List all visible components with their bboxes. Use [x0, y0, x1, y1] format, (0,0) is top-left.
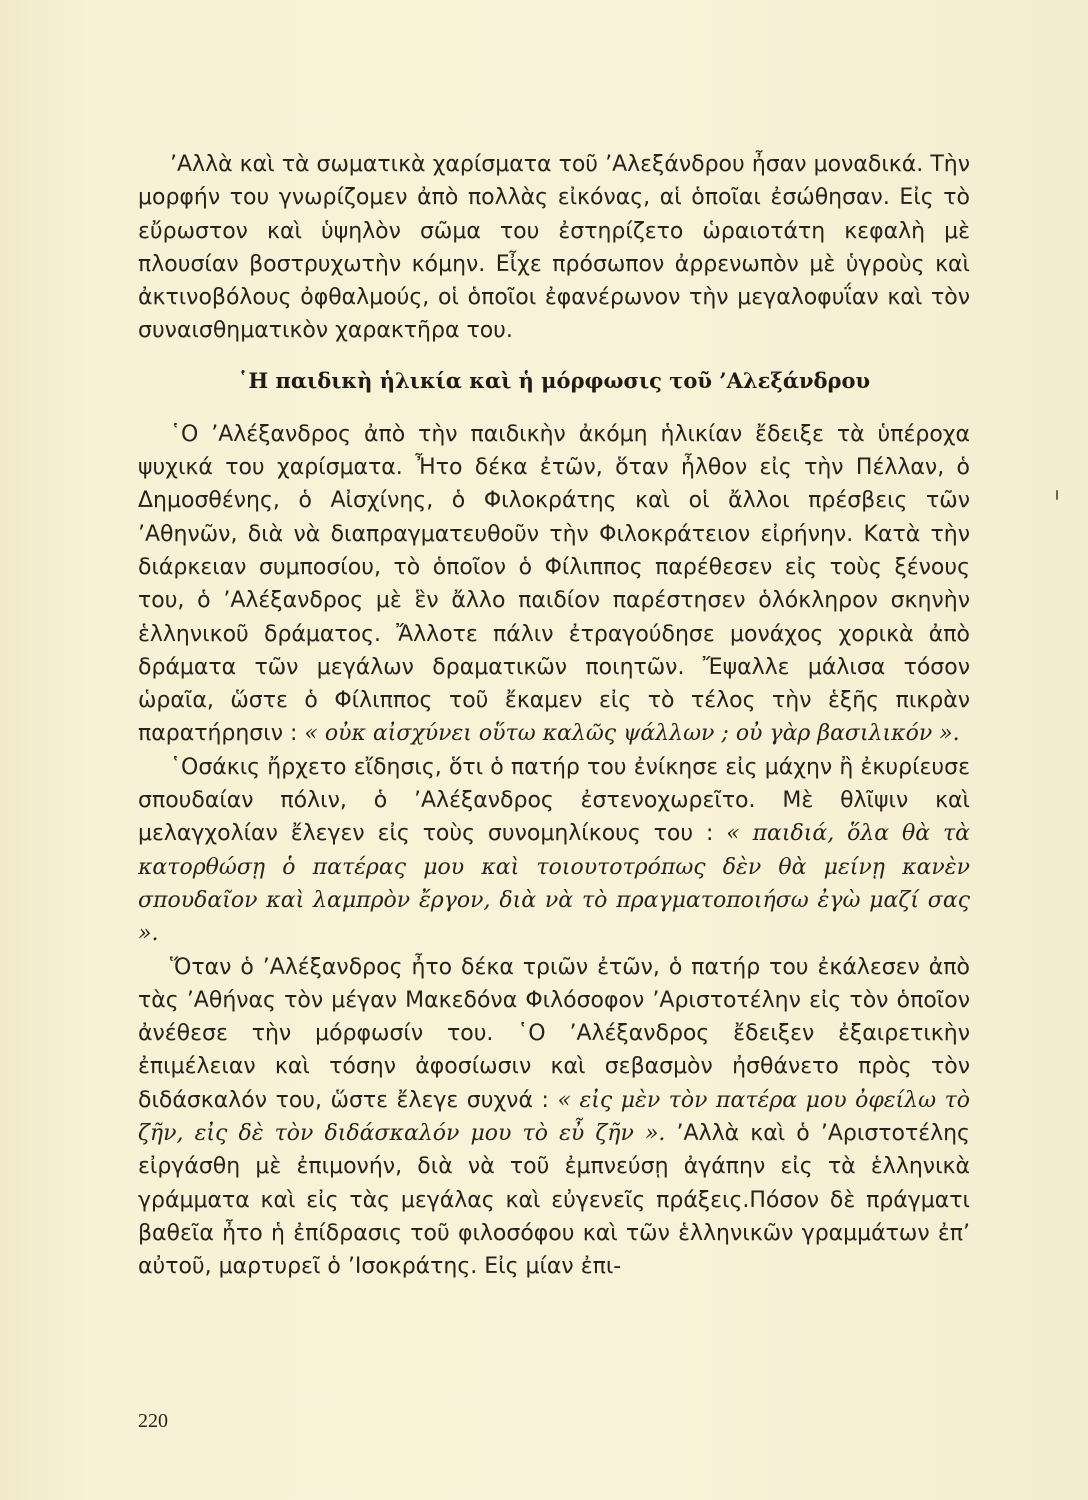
page-number: 220 — [138, 1410, 168, 1432]
quote-philip: « οὐκ αἰσχύνει οὕτω καλῶς ψάλλων ; οὐ γὰρ βασιλικόν ». — [304, 721, 960, 747]
quote-alexander: « παιδιά, ὅλα θὰ τὰ κατορθώσῃ ὁ πατέρας μου καὶ τοιουτοτρόπως δὲν θὰ μείνῃ κανὲν σπουδαῖον καὶ λαμπρὸν ἔργον, διὰ νὰ τὸ πραγματοποιήσω ἐγὼ μαζί σας ». — [138, 821, 970, 947]
section-heading: ῾Η παιδικὴ ἡλικία καὶ ἡ μόρφωσις τοῦ ’Αλεξάνδρου — [237, 367, 871, 393]
paragraph-childhood — [138, 418, 970, 751]
paragraph-text: Ὅταν ὁ ’Αλέξανδρος ἦτο δέκα τριῶν ἐτῶν, ὁ πατήρ του ἐκάλεσεν ἀπὸ τὰς ’Αθήνας τὸν μέγαν Μακεδόνα Φιλόσοφον ’Αριστοτέλην εἰς τὸν ὁποῖον ἀνέθεσε τὴν μόρφωσίν του. ῾Ο ’Αλέξανδρος ἔδειξεν ἐξαιρετικὴν ἐπιμέλειαν καὶ τόσην ἀφοσίωσιν καὶ σεβασμὸν ἠσθάνετο πρὸς τὸν διδάσκαλόν του, ὥστε ἔλεγε συχνά : — [138, 954, 970, 1113]
paragraph-text: ’Αλλὰ καὶ τὰ σωματικὰ χαρίσματα τοῦ ’Αλεξάνδρου ἦσαν μοναδικά. Τὴν μορφήν του γνωρίζομεν ἀπὸ πολλὰς εἰκόνας, αἱ ὁποῖαι ἐσώθησαν. Εἰς τὸ εὔρωστον καὶ ὑψηλὸν σῶμα του ἐστηρίζετο ὡραιοτάτη κεφαλὴ μὲ πλουσίαν βοστρυχωτὴν κόμην. Εἶχε πρόσωπον ἀρρενωπὸν μὲ ὑγροὺς καὶ ἀκτινοβόλους ὀφθαλμούς, οἱ ὁποῖοι ἐφανέρωνον τὴν μεγαλοφυΐαν καὶ τὸν συναισθηματικὸν χαρακτῆρα του. — [138, 152, 970, 344]
paragraph-text: ῾Οσάκις ἤρχετο εἴδησις, ὅτι ὁ πατήρ του ἐνίκησε εἰς μάχην ἢ ἐκυρίευσε σπουδαίαν πόλιν, ὁ ’Αλέξανδρος ἐστενοχωρεῖτο. Μὲ θλῖψιν καὶ μελαγχολίαν ἔλεγεν εἰς τοὺς συνομηλίκους του : — [138, 754, 970, 847]
quote-teacher: « εἰς μὲν τὸν πατέρα μου ὀφείλω τὸ ζῆν, εἰς δὲ τὸν διδάσκαλόν μου τὸ εὖ ζῆν ». — [138, 1087, 971, 1147]
paragraph-text: ῾Ο ’Αλέξανδρος ἀπὸ τὴν παιδικὴν ἀκόμη ἡλικίαν ἔδειξε τὰ ὑπέροχα ψυχικά του χαρίσματα. Ἦτο δέκα ἐτῶν, ὅταν ἦλθον εἰς τὴν Πέλλαν, ὁ Δημοσθένης, ὁ Αἰσχίνης, ὁ Φιλοκράτης καὶ οἱ ἄλλοι πρέσβεις τῶν ’Αθηνῶν, διὰ νὰ διαπραγματευθοῦν τὴν Φιλοκράτειον εἰρήνην. Κατὰ τὴν διάρκειαν συμποσίου, τὸ ὁποῖον ὁ Φίλιππος παρέθεσεν εἰς τοὺς ξένους του, ὁ ’Αλέξανδρος μὲ ἓν ἄλλο παιδίον παρέστησεν ὁλόκληρον σκηνὴν ἑλληνικοῦ δράματος. Ἄλλοτε πάλιν ἐτραγούδησε μονάχος χορικὰ ἀπὸ δράματα τῶν μεγάλων δραματικῶν ποιητῶν. Ἔψαλλε μάλισα τόσον ὡραῖα, ὥστε ὁ Φίλιππος τοῦ ἔκαμεν εἰς τὸ τέλος τὴν ἑξῆς πικρὰν παρατήρησιν : — [138, 421, 970, 747]
paragraph-victories — [138, 751, 970, 951]
paragraph-text-continued: ’Αλλὰ καὶ ὁ ’Αριστοτέλης εἰργάσθη μὲ ἐπιμονήν, διὰ νὰ τοῦ ἐμπνεύσῃ ἀγάπην εἰς τὰ ἑλληνικὰ γράμματα καὶ εἰς τὰς μεγάλας καὶ εὐγενεῖς πράξεις.Πόσον δὲ πράγματι βαθεῖα ἦτο ἡ ἐπίδρασις τοῦ φιλοσόφου καὶ τῶν ἑλληνικῶν γραμμάτων ἐπ’ αὐτοῦ, μαρτυρεῖ ὁ ’Ισοκράτης. Εἰς μίαν ἐπι- — [138, 1121, 970, 1280]
paragraph-physical-gifts — [138, 148, 970, 348]
paragraph-aristotle — [138, 951, 970, 1284]
paper-speck — [1056, 490, 1058, 500]
body-text — [138, 148, 970, 1284]
